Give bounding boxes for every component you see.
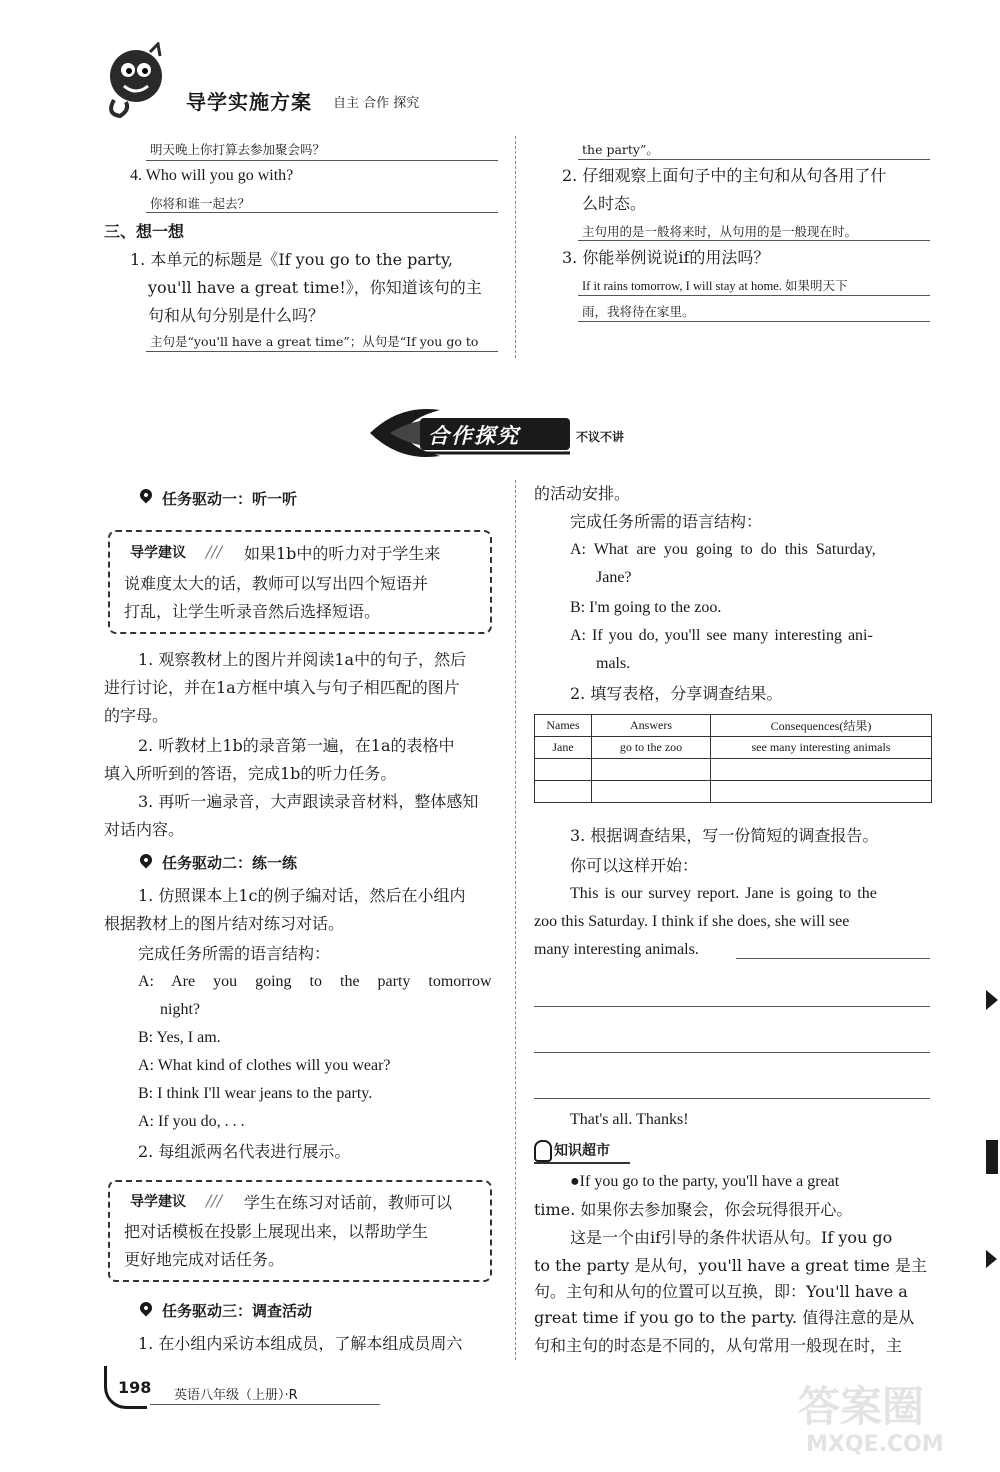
dialogue-line: A: Are you going to the party tomorrow: [138, 973, 492, 990]
task-text: 的活动安排。: [534, 484, 631, 503]
table-cell[interactable]: go to the zoo: [592, 737, 711, 759]
tip-line: 说难度太大的话，教师可以写出四个短语并: [124, 574, 429, 593]
task-text: 你可以这样开始：: [570, 856, 699, 875]
location-pin-icon: [138, 487, 155, 504]
answer-line: 雨，我将待在家里。: [582, 304, 695, 319]
task-text: 填入所听到的答语，完成1b的听力任务。: [104, 764, 397, 783]
knowledge-text: to the party 是从句，you'll have a great time 是主: [534, 1256, 927, 1275]
question-line: 么时态。: [582, 194, 647, 213]
writing-line[interactable]: [534, 1052, 930, 1053]
task-text: 1. 仿照课本上1c的例子编对话，然后在小组内: [138, 886, 466, 905]
footer-rule: [150, 1404, 380, 1405]
task-text: 3. 再听一遍录音，大声跟读录音材料，整体感知: [138, 792, 479, 811]
tip-line: 学生在练习对话前，教师可以: [244, 1193, 453, 1212]
task-text: 的字母。: [104, 706, 169, 725]
question-line: 1. 本单元的标题是《If you go to the party,: [130, 250, 454, 269]
report-line: This is our survey report. Jane is going to the: [570, 885, 877, 902]
task-heading-2: 任务驱动二：练一练: [162, 854, 298, 872]
tip-line: 如果1b中的听力对于学生来: [244, 544, 441, 563]
task-text: 2. 听教材上1b的录音第一遍，在1a的表格中: [138, 736, 455, 755]
header-subtitle: 自主 合作 探究: [333, 96, 420, 111]
writing-line[interactable]: [534, 1006, 930, 1007]
knowledge-text: 句和主句的时态是不同的，从句常用一般现在时，主: [534, 1336, 903, 1355]
answer-line: 明天晚上你打算去参加聚会吗？: [150, 142, 326, 157]
mascot-logo: [100, 42, 170, 122]
answer-line: If it rains tomorrow, I will stay at home. 如果明天下: [582, 279, 848, 293]
task-text: 根据教材上的图片结对练习对话。: [104, 914, 345, 933]
task-text: 3. 根据调查结果，写一份简短的调查报告。: [570, 826, 879, 845]
knowledge-text: great time if you go to the party. 值得注意的是从: [534, 1308, 915, 1327]
knowledge-text: ●If you go to the party, you'll have a great: [570, 1173, 840, 1190]
answer-line: 主句是“you'll have a great time”；从句是“If you go to: [150, 334, 479, 349]
question-line: 3. 你能举例说说if的用法吗？: [562, 248, 770, 267]
dialogue-line: B: I'm going to the zoo.: [570, 599, 722, 616]
answer-underline: [578, 240, 930, 241]
task-text: 1. 观察教材上的图片并阅读1a中的句子，然后: [138, 650, 467, 669]
task-text: 1. 在小组内采访本组成员，了解本组成员周六: [138, 1334, 463, 1353]
table-header-row: [535, 715, 932, 737]
dialogue-line: night?: [160, 1001, 200, 1018]
table-header: Answers: [592, 715, 711, 737]
table-cell[interactable]: [535, 759, 592, 781]
answer-underline: [578, 159, 930, 160]
table-header: Names: [535, 715, 592, 737]
dialogue-line: A: What kind of clothes will you wear?: [138, 1057, 391, 1074]
knowledge-text: time. 如果你去参加聚会，你会玩得很开心。: [534, 1200, 853, 1219]
dialogue-line: A: What are you going to do this Saturday,: [570, 541, 876, 558]
dialogue-line: B: Yes, I am.: [138, 1029, 221, 1046]
tip-slash-icon: ///: [206, 542, 223, 561]
banner-note: 不议不讲: [576, 430, 625, 444]
edge-arrow-icon: [986, 1250, 997, 1268]
knowledge-label: 知识超市: [554, 1143, 610, 1159]
edge-arrow-icon: [986, 990, 998, 1010]
header-title: 导学实施方案: [186, 90, 312, 114]
knowledge-text: 这是一个由if引导的条件状语从句。If you go: [570, 1228, 893, 1247]
section-banner: [360, 400, 670, 466]
writing-line[interactable]: [534, 1098, 930, 1099]
report-closing: That's all. Thanks!: [570, 1111, 689, 1128]
dialogue-line: A: If you do, . . .: [138, 1113, 245, 1130]
answer-line: the party”。: [582, 142, 659, 157]
table-row: [535, 759, 932, 781]
table-cell[interactable]: [592, 759, 711, 781]
task-text: 进行讨论，并在1a方框中填入与句子相匹配的图片: [104, 678, 460, 697]
survey-table: [534, 714, 932, 803]
answer-underline: [146, 212, 498, 213]
watermark-text: 答案圈: [798, 1382, 925, 1431]
location-pin-icon: [138, 1300, 155, 1317]
table-header: Consequences(结果): [711, 715, 932, 737]
report-line: many interesting animals.: [534, 941, 699, 958]
tip-label: 导学建议: [130, 1194, 186, 1210]
question-line: 句和从句分别是什么吗？: [148, 306, 325, 325]
task-text: 2. 每组派两名代表进行展示。: [138, 1142, 351, 1161]
dialogue-line: Jane?: [596, 569, 632, 586]
question-line: you'll have a great time!》，你知道该句的主: [148, 278, 482, 297]
answer-underline: [146, 160, 498, 161]
banner-title: 合作探究: [428, 424, 520, 448]
watermark-url: MXQE.COM: [806, 1432, 944, 1457]
knowledge-text: 句。主句和从句的位置可以互换，即：You'll have a: [534, 1282, 908, 1301]
dialogue-line: mals.: [596, 655, 631, 672]
task-heading-3: 任务驱动三：调查活动: [162, 1302, 313, 1320]
page-number: 198: [118, 1378, 152, 1397]
task-text: 完成任务所需的语言结构：: [570, 512, 763, 531]
table-cell[interactable]: [711, 781, 932, 803]
table-cell[interactable]: [535, 781, 592, 803]
task-text: 完成任务所需的语言结构：: [138, 944, 331, 963]
task-heading-1: 任务驱动一：听一听: [162, 490, 298, 508]
dialogue-line: A: If you do, you'll see many interesting ani-: [570, 627, 873, 644]
bulb-icon: [534, 1140, 552, 1162]
table-cell[interactable]: see many interesting animals: [711, 737, 932, 759]
page-number-arc-icon: [104, 1366, 147, 1409]
tip-slash-icon: ///: [206, 1191, 223, 1210]
section-think: 三、想一想: [104, 222, 185, 241]
book-title: 英语八年级（上册）·R: [174, 1388, 298, 1403]
question-4: 4. Who will you go with?: [130, 167, 294, 184]
table-cell[interactable]: Jane: [535, 737, 592, 759]
table-cell[interactable]: [711, 759, 932, 781]
location-pin-icon: [138, 852, 155, 869]
task-text: 对话内容。: [104, 820, 185, 839]
table-row: [535, 781, 932, 803]
task-text: 2. 填写表格，分享调查结果。: [570, 684, 783, 703]
edge-block-icon: [986, 1140, 998, 1174]
writing-line[interactable]: [736, 958, 930, 959]
answer-line: 主句用的是一般将来时，从句用的是一般现在时。: [582, 224, 858, 239]
dialogue-line: B: I think I'll wear jeans to the party.: [138, 1085, 373, 1102]
table-cell[interactable]: [592, 781, 711, 803]
answer-underline: [578, 295, 930, 296]
label-underline: [534, 1162, 630, 1164]
tip-line: 更好地完成对话任务。: [124, 1250, 285, 1269]
column-divider: [515, 480, 516, 1360]
answer-underline: [146, 351, 498, 352]
tip-label: 导学建议: [130, 545, 186, 561]
tip-line: 把对话模板在投影上展现出来，以帮助学生: [124, 1222, 429, 1241]
tip-line: 打乱，让学生听录音然后选择短语。: [124, 602, 381, 621]
column-divider: [515, 136, 516, 358]
report-line: zoo this Saturday. I think if she does, she will see: [534, 913, 850, 930]
answer-line: 你将和谁一起去？: [150, 196, 251, 211]
answer-underline: [578, 321, 930, 322]
table-row: [535, 737, 932, 759]
question-line: 2. 仔细观察上面句子中的主句和从句各用了什: [562, 166, 887, 185]
